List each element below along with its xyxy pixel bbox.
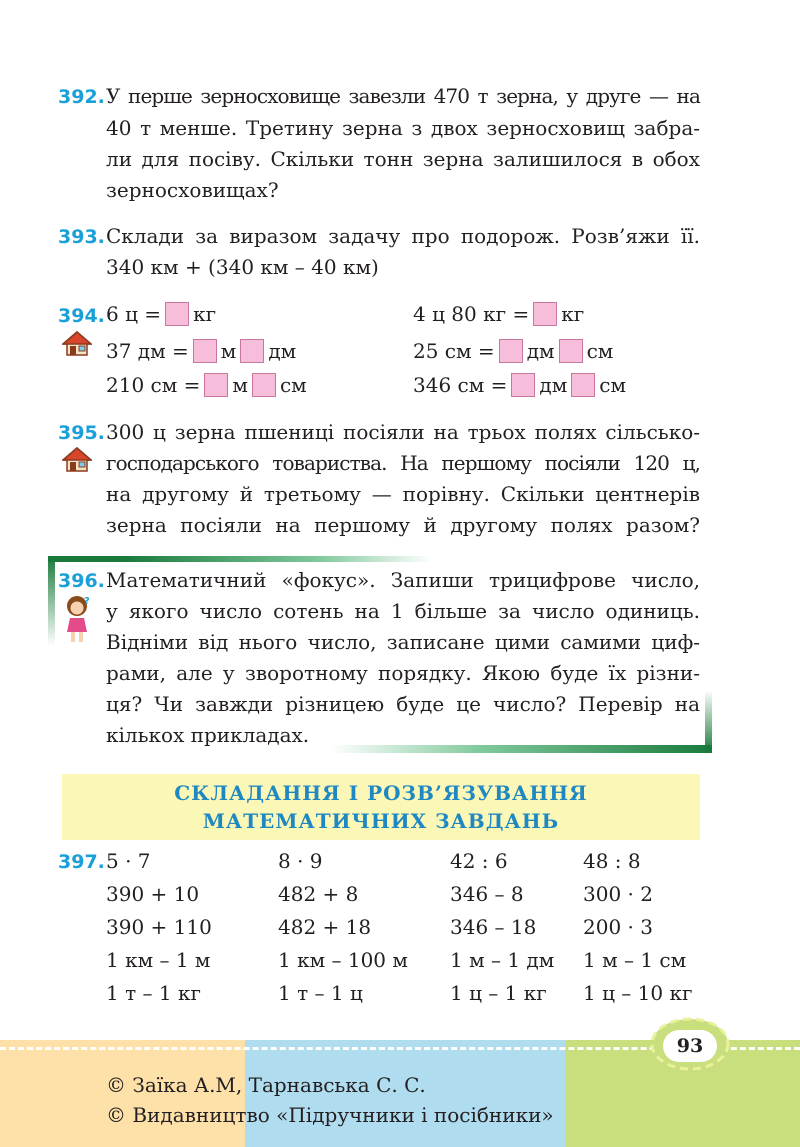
task-393-line-1: Склади за виразом задачу про подорож. Розв’яжи її. [106,224,700,248]
task-number-395: 395. [58,422,105,444]
unit-label: дм [526,339,555,363]
expression-cell: 1 ц – 1 кг [450,981,547,1005]
answer-box[interactable] [533,302,557,326]
task-392-line-2: 40 т менше. Третину зерна з двох зерносховищ забра- [106,116,700,140]
task-392-line-3: ли для посіву. Скільки тонн зерна залишилося в обох [106,147,700,171]
conversion-text: 4 ц 80 кг = [413,302,530,326]
expression-cell: 300 · 2 [583,882,653,906]
expression-cell: 390 + 10 [106,882,200,906]
copyright-publisher: © Видавництво «Підручники і посібники» [106,1103,554,1127]
expression-cell: 200 · 3 [583,915,653,939]
answer-box[interactable] [571,373,595,397]
expression-cell: 1 км – 100 м [278,948,408,972]
conversion-6c [106,302,216,326]
answer-box[interactable] [499,339,523,363]
expression-cell: 5 · 7 [106,849,151,873]
task-396-line-2: у якого число сотень на 1 більше за число одиниць. [106,599,700,623]
task-396-line-4: рами, але у зворотному порядку. Якою буде їх різни- [106,661,700,685]
task-395-line-2: господарського товариства. На першому посіяли 120 ц, [106,451,700,475]
unit-label: см [279,373,307,397]
task-395-line-1: 300 ц зерна пшениці посіяли на трьох полях сільсько- [106,420,700,444]
task-392-line-4: зерносховищах? [106,178,279,202]
answer-box[interactable] [559,339,583,363]
task-393-expression: 340 км + (340 км – 40 км) [106,255,379,279]
task-392-line-1: У перше зерносховище завезли 470 т зерна, у друге — на [106,84,700,108]
expression-cell: 346 – 8 [450,882,524,906]
expression-cell: 8 · 9 [278,849,323,873]
conversion-4c80kg [413,302,584,326]
conversion-text: 6 ц = [106,302,162,326]
conversion-text: 37 дм = [106,339,189,363]
house-icon [62,446,92,472]
task-number-393: 393. [58,226,105,248]
answer-box[interactable] [252,373,276,397]
task-396-line-3: Відніми від нього число, записане цими самими циф- [106,630,700,654]
girl-question-icon [62,594,92,646]
conversion-346cm [413,373,626,397]
conversion-text: 210 см = [106,373,201,397]
conversion-210cm [106,373,307,397]
answer-box[interactable] [204,373,228,397]
expression-cell: 48 : 8 [583,849,641,873]
expression-cell: 346 – 18 [450,915,537,939]
task-number-392: 392. [58,86,105,108]
house-icon [62,330,92,356]
copyright-authors: © Заїка А.М, Тарнавська С. С. [106,1073,426,1097]
unit-label: кг [193,302,217,326]
answer-box[interactable] [165,302,189,326]
answer-box[interactable] [193,339,217,363]
expression-cell: 1 ц – 10 кг [583,981,693,1005]
expression-cell: 1 т – 1 кг [106,981,201,1005]
answer-box[interactable] [511,373,535,397]
expression-cell: 390 + 110 [106,915,212,939]
section-heading-line-1: СКЛАДАННЯ І РОЗВ’ЯЗУВАННЯ [174,781,588,805]
frame-top [48,556,432,562]
task-395-line-3: на другому й третьому — порівну. Скільки центнерів [106,482,700,506]
frame-right [705,690,712,753]
section-heading-line-2: МАТЕМАТИЧНИХ ЗАВДАНЬ [202,809,560,833]
conversion-25cm [413,339,613,363]
expression-cell: 42 : 6 [450,849,508,873]
expression-cell: 1 км – 1 м [106,948,211,972]
section-heading [62,774,700,840]
unit-label: дм [539,373,568,397]
unit-label: м [232,373,248,397]
expression-cell: 482 + 8 [278,882,359,906]
task-396-line-6: кількох прикладах. [106,723,310,747]
frame-left [48,556,55,646]
svg-text:?: ? [84,596,90,607]
unit-label: дм [268,339,297,363]
task-395-line-4: зерна посіяли на першому й другому полях разом? [106,513,700,537]
task-number-394: 394. [58,305,105,327]
answer-box[interactable] [240,339,264,363]
unit-label: кг [561,302,585,326]
unit-label: см [586,339,614,363]
expression-cell: 1 т – 1 ц [278,981,363,1005]
conversion-37dm [106,339,296,363]
expression-cell: 482 + 18 [278,915,372,939]
conversion-text: 25 см = [413,339,495,363]
task-number-397: 397. [58,851,105,873]
task-396-line-1: Математичний «фокус». Запиши трицифрове число, [106,568,700,592]
expression-cell: 1 м – 1 см [583,948,687,972]
page-number: 93 [663,1030,717,1062]
unit-label: см [599,373,627,397]
task-396-line-5: ця? Чи завжди різницею буде це число? Перевір на [106,692,700,716]
expression-cell: 1 м – 1 дм [450,948,555,972]
unit-label: м [220,339,237,363]
task-number-396: 396. [58,570,105,592]
conversion-text: 346 см = [413,373,508,397]
